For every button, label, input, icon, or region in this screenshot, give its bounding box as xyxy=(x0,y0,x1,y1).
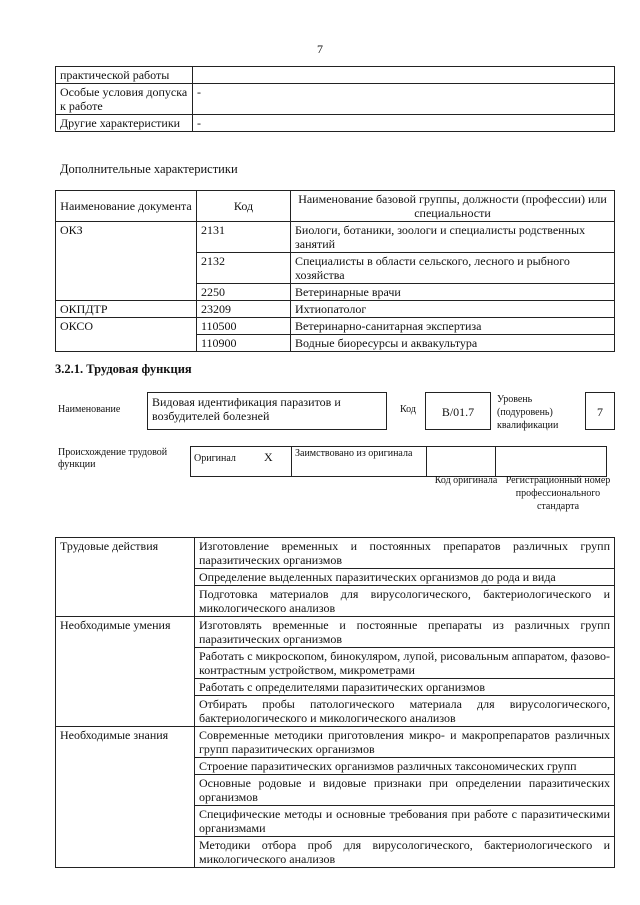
origin-label: Происхождение трудовой функции xyxy=(58,447,168,470)
code-box: В/01.7 xyxy=(425,392,491,430)
code-original-label: Код оригинала xyxy=(434,475,498,486)
level-label: Уровень (подуровень) квалификации xyxy=(497,394,559,431)
cell-code: 23209 xyxy=(197,301,291,318)
details-header: Трудовые действия xyxy=(56,538,195,617)
table-row xyxy=(56,727,615,758)
header-document: Наименование документа xyxy=(56,191,197,222)
table-row xyxy=(56,617,615,648)
table-row xyxy=(56,318,615,335)
details-item: Основные родовые и видовые признаки при определении паразитических организмов xyxy=(195,775,615,806)
additional-characteristics-table xyxy=(55,190,615,352)
level-box: 7 xyxy=(585,392,615,430)
cell-code: 2132 xyxy=(197,253,291,284)
details-item: Современные методики приготовления микро- и макропрепаратов различных групп паразитических организмов xyxy=(195,727,615,758)
row-value: - xyxy=(193,84,615,115)
details-item: Методики отбора проб для вирусологического, бактериологического и микологического анализов xyxy=(195,837,615,868)
section-title: 3.2.1. Трудовая функция xyxy=(55,362,192,376)
cell-document: ОКСО xyxy=(56,318,197,352)
borrowed-label: Заимствовано из оригинала xyxy=(292,447,427,477)
function-details-table xyxy=(55,537,615,868)
table-row xyxy=(56,84,615,115)
function-name-label: Наименование xyxy=(58,404,121,415)
row-value xyxy=(193,67,615,84)
row-value: - xyxy=(193,115,615,132)
details-item: Работать с микроскопом, бинокуляром, лупой, рисовальным аппаратом, фазово-контрастным устройством, микрометрами xyxy=(195,648,615,679)
origin-table xyxy=(190,446,607,477)
table-row xyxy=(56,67,615,84)
row-label: Другие характеристики xyxy=(56,115,193,132)
cell-document: ОКПДТР xyxy=(56,301,197,318)
details-item: Работать с определителями паразитических организмов xyxy=(195,679,615,696)
details-header: Необходимые умения xyxy=(56,617,195,727)
cell-name: Водные биоресурсы и аквакультура xyxy=(291,335,615,352)
additional-characteristics-title: Дополнительные характеристики xyxy=(60,162,238,176)
table-row xyxy=(56,301,615,318)
function-name-box: Видовая идентификация паразитов и возбудителей болезней xyxy=(147,392,387,430)
table-header-row xyxy=(56,191,615,222)
cell-code: 110500 xyxy=(197,318,291,335)
cell-code: 2250 xyxy=(197,284,291,301)
header-name: Наименование базовой группы, должности (профессии) или специальности xyxy=(291,191,615,222)
cell-name: Ветеринарные врачи xyxy=(291,284,615,301)
details-item: Отбирать пробы патологического материала для вирусологического, бактериологического и микологического анализов xyxy=(195,696,615,727)
original-mark: X xyxy=(261,447,292,477)
details-item: Изготовлять временные и постоянные препараты из различных групп паразитических организмов xyxy=(195,617,615,648)
code-original-cell xyxy=(427,447,496,477)
details-item: Строение паразитических организмов различных таксономических групп xyxy=(195,758,615,775)
row-label: Особые условия допуска к работе xyxy=(56,84,193,115)
reg-number-label: Регистрационный номер профессионального стандарта xyxy=(505,475,611,512)
cell-document: ОКЗ xyxy=(56,222,197,301)
header-code: Код xyxy=(197,191,291,222)
code-label: Код xyxy=(400,404,416,415)
page-number: 7 xyxy=(317,42,323,56)
table-row xyxy=(56,115,615,132)
top-characteristics-table xyxy=(55,66,615,132)
original-label: Оригинал xyxy=(191,447,262,477)
table-row xyxy=(56,222,615,253)
table-row xyxy=(191,447,607,477)
details-header: Необходимые знания xyxy=(56,727,195,868)
cell-name: Биологи, ботаники, зоологи и специалисты родственных занятий xyxy=(291,222,615,253)
details-item: Определение выделенных паразитических организмов до рода и вида xyxy=(195,569,615,586)
details-item: Специфические методы и основные требования при работе с паразитическими организмами xyxy=(195,806,615,837)
reg-number-cell xyxy=(496,447,607,477)
cell-name: Ветеринарно-санитарная экспертиза xyxy=(291,318,615,335)
cell-code: 2131 xyxy=(197,222,291,253)
details-item: Изготовление временных и постоянных препаратов различных групп паразитических организмов xyxy=(195,538,615,569)
row-label: практической работы xyxy=(56,67,193,84)
table-row xyxy=(56,538,615,569)
cell-code: 110900 xyxy=(197,335,291,352)
details-item: Подготовка материалов для вирусологического, бактериологического и микологического анализов xyxy=(195,586,615,617)
cell-name: Специалисты в области сельского, лесного и рыбного хозяйства xyxy=(291,253,615,284)
cell-name: Ихтиопатолог xyxy=(291,301,615,318)
